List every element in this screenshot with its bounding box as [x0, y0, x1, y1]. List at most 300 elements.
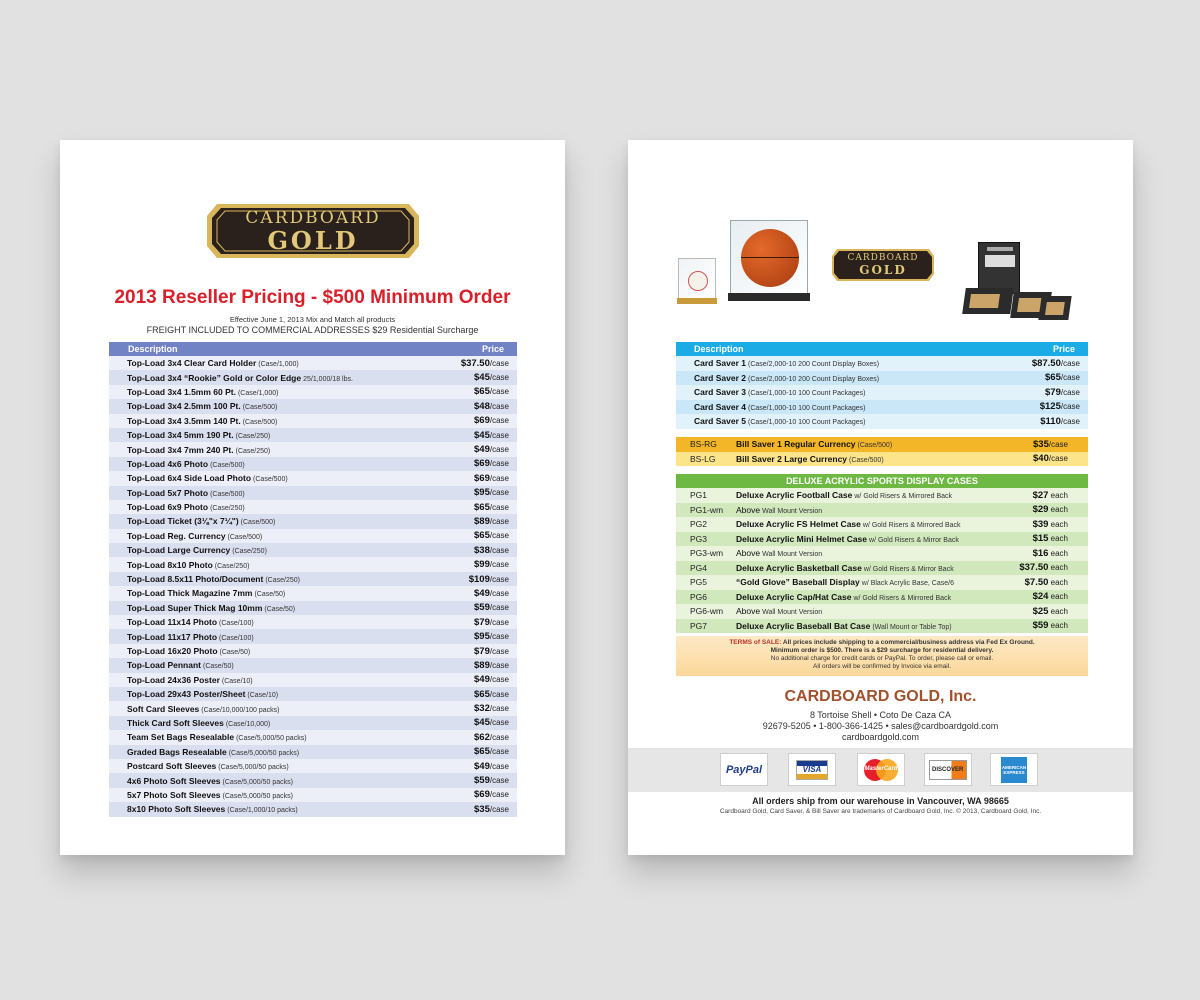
- price-unit: /case: [489, 603, 509, 613]
- freight-note: FREIGHT INCLUDED TO COMMERCIAL ADDRESSES $29 Residential Surcharge: [146, 325, 479, 335]
- row-description: [127, 545, 267, 555]
- item-detail: (Case/500): [849, 456, 884, 464]
- item-name: Top-Load 29x43 Poster/Sheet: [127, 689, 246, 700]
- row-price: [474, 530, 509, 541]
- item-price: $65: [1045, 372, 1061, 384]
- item-name: Top-Load 11x17 Photo: [127, 631, 218, 642]
- price-unit: /case: [489, 704, 509, 714]
- item-name: Top-Load Pennant: [127, 660, 201, 671]
- row-description: [127, 790, 293, 800]
- row-description: [127, 646, 250, 656]
- item-detail: w/ Gold Risers & Mirrored Back: [853, 594, 952, 602]
- item-price: $69: [474, 415, 490, 427]
- table-row: [676, 488, 1088, 503]
- price-unit: /case: [489, 516, 509, 526]
- row-price: [474, 703, 509, 714]
- row-description: [127, 459, 245, 469]
- table-header: [676, 342, 1088, 356]
- header-price: Price: [481, 344, 504, 354]
- company-address: 8 Tortoise Shell • Coto De Caza CA: [809, 710, 952, 720]
- item-name: Above: [736, 606, 761, 617]
- price-unit: /case: [489, 488, 509, 498]
- price-unit: each: [1048, 548, 1068, 558]
- item-price: $65: [474, 746, 490, 758]
- row-description: [690, 592, 951, 602]
- price-unit: /case: [489, 430, 509, 440]
- item-detail: (Case/500): [227, 533, 263, 541]
- table-row: [109, 802, 517, 816]
- item-detail: (Case/50): [219, 649, 251, 656]
- price-unit: /case: [1060, 402, 1080, 412]
- table-row: [109, 759, 517, 773]
- item-price: $87.50: [1031, 357, 1061, 369]
- item-name: Deluxe Acrylic Basketball Case: [736, 562, 862, 573]
- price-unit: /case: [489, 531, 509, 541]
- row-price: [1032, 358, 1080, 369]
- item-name: Top-Load Ticket (3⅛"x 7¼"): [127, 516, 239, 527]
- row-description: [127, 488, 245, 498]
- item-name: Team Set Bags Resealable: [127, 732, 235, 743]
- item-name: Top-Load 3x4 Clear Card Holder: [127, 358, 257, 369]
- item-name: Top-Load Super Thick Mag 10mm: [127, 602, 263, 613]
- row-description: [127, 358, 299, 368]
- item-price: $29: [1032, 504, 1049, 516]
- item-name: “Gold Glove” Baseball Display: [736, 577, 860, 588]
- item-name: Top-Load Reg. Currency: [127, 530, 226, 541]
- item-detail: (Case/50): [254, 591, 286, 599]
- item-detail: (Case/500): [857, 442, 893, 450]
- row-price: [474, 430, 509, 441]
- baseball-display-case-image: [678, 258, 716, 300]
- amex-logo: AMERICAN EXPRESS: [990, 753, 1038, 786]
- price-unit: /case: [489, 588, 509, 598]
- item-price: $89: [474, 515, 490, 527]
- row-description: [127, 401, 277, 411]
- item-price: $37.50: [460, 357, 490, 369]
- table-row: [109, 745, 517, 759]
- item-detail: (Case/2,000-10 200 Count Display Boxes): [747, 361, 880, 369]
- item-price: $48: [474, 400, 490, 412]
- terms-label: TERMS of SALE:: [729, 639, 782, 646]
- price-unit: /case: [489, 358, 509, 368]
- item-price: $125: [1039, 401, 1061, 413]
- item-price: $32: [474, 703, 490, 715]
- item-name: Top-Load 3x4 1.5mm 60 Pt.: [127, 386, 236, 397]
- table-row: [676, 532, 1088, 547]
- item-detail: w/ Black Acrylic Base, Case/6: [861, 580, 954, 588]
- price-unit: /case: [489, 790, 509, 800]
- price-unit: each: [1048, 505, 1068, 515]
- row-description: [127, 732, 307, 742]
- effective-date-note: Effective June 1, 2013 Mix and Match all products: [229, 315, 396, 324]
- price-unit: /case: [1048, 439, 1068, 449]
- item-code: PG6: [690, 591, 708, 602]
- item-name: Top-Load 3x4 3.5mm 140 Pt.: [127, 415, 241, 426]
- item-name: Top-Load 3x4 2.5mm 100 Pt.: [127, 401, 241, 412]
- table-row: [109, 370, 517, 384]
- item-price: $25: [1032, 605, 1049, 617]
- item-price: $69: [474, 789, 490, 801]
- table-row: [109, 442, 517, 456]
- table-row: [109, 457, 517, 471]
- table-row: [109, 601, 517, 615]
- item-name: Top-Load 4x6 Photo: [127, 458, 209, 469]
- item-detail: w/ Gold Risers & Mirror Back: [869, 536, 959, 544]
- row-description: [127, 473, 288, 483]
- card-saver-pack-image: [1038, 296, 1071, 320]
- row-price: [474, 674, 509, 685]
- card-saver-package-image: [978, 242, 1020, 294]
- item-detail: (Case/10,000): [225, 720, 271, 728]
- row-description: [690, 519, 961, 529]
- item-code: PG1: [690, 490, 708, 501]
- item-name: Bill Saver 2 Large Currency: [736, 453, 848, 464]
- item-detail: (Case/5,000/50 packs): [228, 749, 300, 757]
- item-name: Top-Load 6x4 Side Load Photo: [127, 473, 252, 484]
- item-price: $39: [1032, 518, 1049, 530]
- item-name: Top-Load 16x20 Photo: [127, 646, 218, 656]
- item-name: Deluxe Acrylic Mini Helmet Case: [736, 533, 868, 544]
- table-row: [109, 658, 517, 672]
- item-detail: (Case/5,000/50 packs): [222, 778, 293, 786]
- row-price: [1033, 606, 1068, 617]
- price-unit: each: [1048, 519, 1068, 529]
- table-row: [676, 356, 1088, 371]
- row-price: [1033, 490, 1068, 501]
- item-name: Top-Load 8x10 Photo: [127, 559, 213, 570]
- item-detail: (Case/1,000-10 100 Count Packages): [747, 419, 866, 427]
- row-description: [127, 747, 299, 757]
- price-sheet-front: [60, 140, 565, 855]
- table-row: [109, 356, 517, 370]
- price-unit: /case: [489, 761, 509, 771]
- item-detail: w/ Gold Risers & Mirrored Back: [854, 493, 953, 501]
- table-row: [676, 619, 1088, 634]
- row-price: [1040, 416, 1080, 427]
- table-row: [676, 503, 1088, 518]
- item-name: 4x6 Photo Soft Sleeves: [127, 775, 221, 786]
- item-code: PG1-wm: [690, 504, 724, 515]
- item-name: Deluxe Acrylic FS Helmet Case: [736, 519, 861, 530]
- table-row: [109, 572, 517, 586]
- card-saver-pack-image: [962, 288, 1014, 314]
- item-code: PG3: [690, 533, 708, 544]
- item-price: $79: [1045, 386, 1061, 398]
- item-detail: (Case/50): [264, 605, 296, 613]
- row-description: [127, 704, 280, 714]
- item-name: Deluxe Acrylic Football Case: [736, 490, 853, 501]
- item-code: PG4: [690, 562, 708, 573]
- item-price: $49: [474, 760, 490, 772]
- table-row: [109, 701, 517, 715]
- item-detail: (Case/50): [202, 663, 234, 671]
- item-detail: (Case/500): [210, 490, 245, 498]
- row-price: [1033, 504, 1068, 515]
- deluxe-rows: [676, 488, 1088, 633]
- logo-text-line2: GOLD: [267, 225, 359, 255]
- card-saver-table: [676, 342, 1088, 429]
- row-description: [690, 505, 822, 515]
- row-price: [1045, 372, 1080, 383]
- item-detail: w/ Gold Risers & Mirror Back: [863, 565, 954, 573]
- row-price: [474, 473, 509, 484]
- item-code: PG3-wm: [690, 548, 724, 559]
- row-price: [474, 386, 509, 397]
- terms-of-sale: [676, 636, 1088, 676]
- table-row: [676, 517, 1088, 532]
- shipping-note: All orders ship from our warehouse in Vancouver, WA 98665: [752, 796, 1009, 806]
- table-row: [109, 629, 517, 643]
- mastercard-logo: MasterCard: [857, 753, 905, 786]
- price-unit: each: [1048, 592, 1068, 602]
- item-price: $99: [474, 559, 490, 571]
- item-price: $45: [474, 717, 490, 729]
- visa-logo: VISA: [788, 753, 836, 786]
- deluxe-acrylic-table: [676, 474, 1088, 633]
- row-price: [474, 372, 509, 383]
- item-detail: (Case/10): [247, 692, 279, 700]
- item-name: Deluxe Acrylic Cap/Hat Case: [736, 591, 852, 602]
- table-row: [676, 437, 1088, 452]
- row-description: [694, 358, 879, 368]
- row-description: [127, 430, 270, 440]
- terms-line2: Minimum order is $500. There is a $29 surcharge for residential delivery.: [770, 647, 994, 654]
- item-name: Graded Bags Resealable: [127, 746, 227, 757]
- row-description: [690, 621, 952, 631]
- row-price: [1033, 548, 1068, 559]
- item-price: $59: [474, 602, 490, 614]
- price-unit: each: [1048, 577, 1068, 587]
- bill-saver-rows: [676, 437, 1088, 466]
- price-unit: /case: [489, 660, 509, 670]
- price-unit: /case: [489, 732, 509, 742]
- item-detail: (Case/250): [214, 562, 250, 570]
- terms-line4: All orders will be confirmed by Invoice via email.: [813, 663, 951, 670]
- row-description: [690, 563, 954, 573]
- header-price: Price: [1052, 344, 1075, 354]
- item-name: Top-Load Large Currency: [127, 545, 231, 556]
- item-detail: (Case/1,000-10 100 Count Packages): [747, 390, 866, 398]
- price-unit: /case: [489, 416, 509, 426]
- row-price: [1033, 533, 1068, 544]
- item-name: Top-Load 3x4 “Rookie” Gold or Color Edge: [127, 372, 302, 383]
- row-price: [1033, 519, 1068, 530]
- item-detail: (Case/500): [242, 418, 278, 426]
- item-name: Card Saver 2: [694, 372, 746, 383]
- item-code: PG7: [690, 620, 708, 631]
- price-unit: /case: [1048, 454, 1068, 464]
- item-detail: (Case/250): [232, 548, 267, 556]
- item-detail: w/ Gold Risers & Mirrored Back: [862, 522, 961, 530]
- price-unit: /case: [489, 804, 509, 814]
- item-price: $49: [474, 444, 490, 456]
- row-price: [474, 588, 509, 599]
- row-price: [474, 717, 509, 728]
- item-name: 8x10 Photo Soft Sleeves: [127, 804, 226, 815]
- price-unit: /case: [489, 445, 509, 455]
- price-unit: each: [1048, 563, 1068, 573]
- row-price: [474, 660, 509, 671]
- payment-methods: [628, 748, 1133, 792]
- table-row: [676, 414, 1088, 429]
- header-description: Description: [694, 344, 744, 354]
- row-price: [474, 646, 509, 657]
- price-unit: /case: [489, 560, 509, 570]
- item-name: Top-Load 11x14 Photo: [127, 617, 218, 628]
- item-code: BS-LG: [690, 453, 716, 464]
- item-name: Soft Card Sleeves: [127, 703, 200, 714]
- row-description: [127, 445, 270, 455]
- header-description: Description: [128, 344, 178, 354]
- row-price: [474, 617, 509, 628]
- item-price: $65: [474, 688, 490, 700]
- item-detail: (Case/1,000): [258, 361, 299, 369]
- table-row: [676, 385, 1088, 400]
- item-name: 5x7 Photo Soft Sleeves: [127, 789, 221, 800]
- item-price: $59: [474, 775, 490, 787]
- item-price: $69: [474, 458, 490, 470]
- row-description: [690, 490, 952, 500]
- row-price: [474, 804, 509, 815]
- item-price: $35: [1033, 438, 1049, 450]
- price-unit: /case: [489, 545, 509, 555]
- item-name: Top-Load 3x4 7mm 240 Pt.: [127, 444, 234, 455]
- row-description: [127, 588, 285, 598]
- price-unit: /case: [1060, 373, 1080, 383]
- item-price: $59: [1032, 620, 1049, 632]
- item-name: Top-Load Thick Magazine 7mm: [127, 588, 253, 599]
- price-unit: each: [1048, 534, 1068, 544]
- table-row: [109, 586, 517, 600]
- row-price: [474, 732, 509, 743]
- item-code: BS-RG: [690, 439, 717, 450]
- row-price: [1025, 577, 1068, 588]
- table-row: [109, 673, 517, 687]
- terms-line3: No additional charge for credit cards or PayPal. To order, please call or email.: [770, 655, 994, 662]
- row-description: [690, 577, 954, 587]
- row-price: [1033, 439, 1068, 450]
- item-name: Top-Load 8.5x11 Photo/Document: [127, 574, 264, 585]
- price-unit: each: [1048, 621, 1068, 631]
- item-detail: (Case/500): [253, 476, 288, 484]
- basketball-display-case-image: [730, 220, 808, 295]
- company-website: cardboardgold.com: [841, 732, 920, 742]
- page-title: 2013 Reseller Pricing - $500 Minimum Order: [114, 287, 511, 308]
- row-price: [469, 574, 509, 585]
- row-description: [694, 402, 866, 412]
- item-name: Card Saver 4: [694, 401, 746, 412]
- row-description: [127, 617, 254, 627]
- item-code: PG2: [690, 519, 708, 530]
- table-row: [676, 604, 1088, 619]
- item-price: $79: [474, 645, 490, 657]
- row-price: [1019, 562, 1068, 573]
- table-row: [109, 644, 517, 658]
- table-row: [109, 486, 517, 500]
- row-description: [127, 776, 293, 786]
- item-detail: 25/1,000/18 lbs.: [303, 375, 353, 383]
- item-price: $40: [1033, 453, 1049, 465]
- price-unit: /case: [489, 776, 509, 786]
- item-name: Deluxe Acrylic Baseball Bat Case: [736, 620, 871, 631]
- row-price: [474, 502, 509, 513]
- row-description: [690, 534, 959, 544]
- item-price: $62: [474, 731, 490, 743]
- item-price: $45: [474, 372, 490, 384]
- item-detail: (Case/500): [240, 519, 276, 527]
- logo-text-line1: CARDBOARD: [847, 253, 919, 263]
- row-price: [474, 415, 509, 426]
- item-price: $95: [474, 487, 490, 499]
- table-row: [109, 716, 517, 730]
- row-price: [474, 516, 509, 527]
- row-price: [474, 602, 509, 613]
- row-price: [474, 458, 509, 469]
- item-name: Above: [736, 548, 761, 559]
- row-price: [1040, 401, 1080, 412]
- row-price: [474, 559, 509, 570]
- row-description: [127, 387, 278, 397]
- price-unit: /case: [489, 502, 509, 512]
- price-unit: /case: [489, 574, 509, 584]
- item-name: Bill Saver 1 Regular Currency: [736, 439, 856, 450]
- item-price: $35: [474, 803, 490, 815]
- table-row: [109, 687, 517, 701]
- item-price: $15: [1032, 533, 1049, 545]
- item-name: Card Saver 3: [694, 387, 746, 398]
- item-price: $37.50: [1019, 562, 1049, 574]
- row-price: [461, 358, 509, 369]
- item-detail: (Case/100): [219, 620, 254, 628]
- row-price: [1045, 387, 1080, 398]
- item-detail: (Case/500): [242, 404, 278, 412]
- table-row: [109, 788, 517, 802]
- row-description: [690, 548, 822, 558]
- item-name: Card Saver 1: [694, 358, 746, 369]
- cardboard-gold-logo-small: [830, 246, 936, 284]
- item-price: $95: [474, 631, 490, 643]
- item-detail: Wall Mount Version: [762, 507, 823, 515]
- price-unit: /case: [489, 617, 509, 627]
- row-price: [1033, 591, 1068, 602]
- table-row: [676, 575, 1088, 590]
- price-rows: [109, 356, 517, 817]
- price-unit: /case: [489, 459, 509, 469]
- price-unit: /case: [489, 473, 509, 483]
- item-detail: (Case/5,000/50 packs): [236, 735, 307, 743]
- row-description: [127, 560, 249, 570]
- item-detail: (Case/5,000/50 packs): [218, 764, 289, 772]
- row-price: [474, 761, 509, 772]
- table-row: [109, 428, 517, 442]
- table-row: [109, 773, 517, 787]
- item-detail: (Case/250): [235, 433, 271, 441]
- row-description: [127, 373, 353, 383]
- item-code: PG6-wm: [690, 606, 724, 617]
- price-unit: /case: [489, 675, 509, 685]
- item-price: $7.50: [1024, 576, 1049, 588]
- trademark-note: Cardboard Gold, Card Saver, & Bill Saver are trademarks of Cardboard Gold, Inc. © 2013, Cardboard Gold, Inc.: [719, 808, 1042, 815]
- row-description: [127, 603, 295, 613]
- paypal-logo: PayPal: [720, 753, 768, 786]
- item-detail: (Case/2,000-10 200 Count Display Boxes): [747, 375, 880, 383]
- row-description: [127, 502, 245, 512]
- row-price: [474, 545, 509, 556]
- item-detail: (Case/5,000/50 packs): [222, 792, 293, 800]
- bill-saver-table: [676, 437, 1088, 466]
- item-price: $89: [474, 659, 490, 671]
- price-unit: /case: [489, 387, 509, 397]
